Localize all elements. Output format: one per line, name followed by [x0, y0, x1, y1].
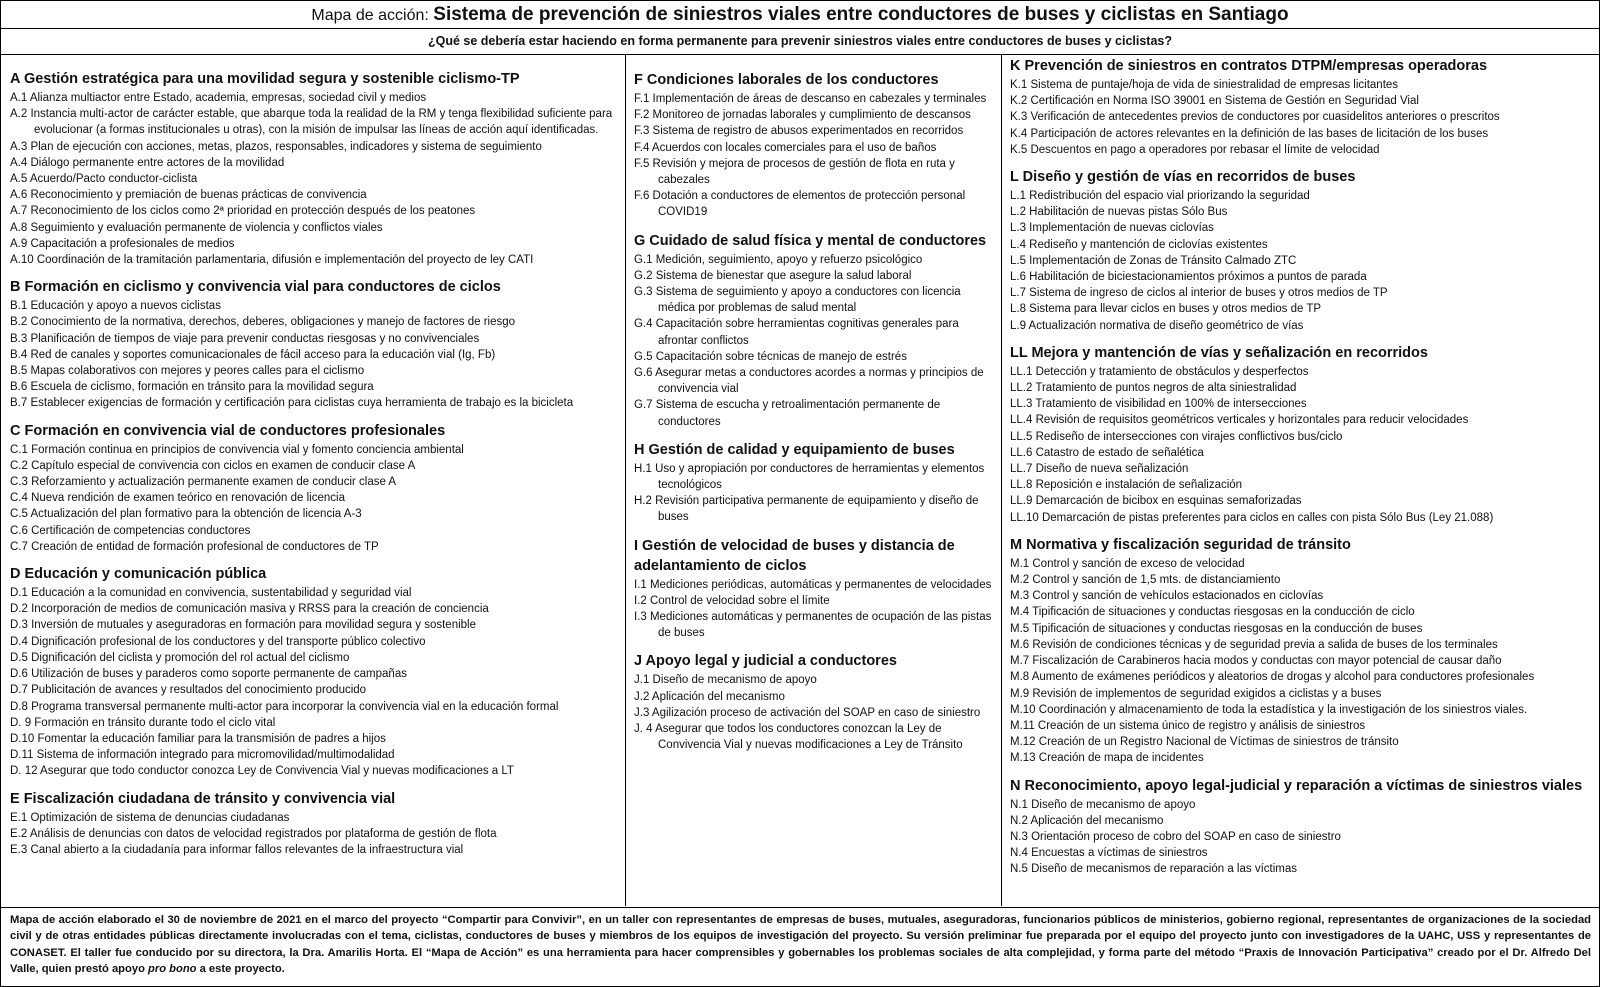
action-item: LL.6 Catastro de estado de señalética — [1010, 446, 1204, 459]
section — [1010, 536, 1593, 767]
action-item: N.5 Diseño de mecanismos de reparación a las víctimas — [1010, 863, 1297, 876]
action-item: M.7 Fiscalización de Carabineros hacia modos y conductas con mayor potencial de causar daño — [1010, 655, 1502, 668]
title-main: Sistema de prevención de siniestros viales entre conductores de buses y ciclistas en Santiago — [433, 4, 1289, 25]
section-title: F Condiciones laborales de los conductores — [634, 72, 939, 88]
action-item: G.6 Asegurar metas a conductores acordes a normas y principios de convivencia vial — [634, 367, 984, 396]
section-title: J Apoyo legal y judicial a conductores — [634, 653, 897, 670]
action-item: C.6 Certificación de competencias conductores — [10, 524, 251, 537]
action-item: C.7 Creación de entidad de formación profesional de conductores de TP — [10, 540, 379, 553]
action-item: K.1 Sistema de puntaje/hoja de vida de siniestralidad de empresas licitantes — [1010, 79, 1399, 91]
action-item: LL.2 Tratamiento de puntos negros de alta siniestralidad — [1010, 382, 1297, 395]
section — [634, 231, 995, 430]
section-title: G Cuidado de salud física y mental de conductores — [634, 232, 987, 249]
action-item: G.2 Sistema de bienestar que asegure la salud laboral — [634, 269, 912, 282]
action-item: B.1 Educación y apoyo a nuevos ciclistas — [10, 300, 221, 313]
action-item: E.3 Canal abierto a la ciudadanía para informar fallos relevantes de la infraestructura vial — [10, 843, 464, 856]
action-item: LL.5 Rediseño de intersecciones con virajes conflictivos bus/ciclo — [1010, 430, 1343, 443]
action-item: A.1 Alianza multiactor entre Estado, academia, empresas, sociedad civil y medios — [10, 92, 427, 104]
action-item: C.4 Nueva rendición de examen teórico en renovación de licencia — [10, 492, 345, 505]
action-item: C.2 Capítulo especial de convivencia con ciclos en examen de conducir clase A — [10, 459, 416, 472]
action-item: K.5 Descuentos en pago a operadores por rebasar el límite de velocidad — [1010, 143, 1380, 156]
action-item: E.1 Optimización de sistema de denuncias ciudadanas — [10, 811, 290, 824]
action-item: J.3 Agilización proceso de activación del SOAP en caso de siniestro — [634, 706, 981, 719]
action-item: LL.4 Revisión de requisitos geométricos verticales y horizontales para reducir velocidades — [1010, 414, 1469, 427]
section-title: K Prevención de siniestros en contratos DTPM/empresas operadoras — [1010, 58, 1488, 74]
section — [10, 278, 619, 411]
action-item: A.7 Reconocimiento de los ciclos como 2ª prioridad en protección después de los peatones — [10, 205, 476, 218]
action-item: B.3 Planificación de tiempos de viaje para prevenir conductas riesgosas y no convivenciales — [10, 332, 480, 345]
action-item: D.7 Publicitación de avances y resultados del conocimiento producido — [10, 684, 367, 697]
action-item: M.4 Tipificación de situaciones y conductas riesgosas en la conducción de ciclo — [1010, 606, 1415, 619]
action-item: H.1 Uso y apropiación por conductores de herramientas y elementos tecnológicos — [634, 462, 985, 492]
section — [1010, 57, 1593, 158]
action-item: B.2 Conocimiento de la normativa, derechos, deberes, obligaciones y manejo de factores de riesgo — [10, 316, 516, 329]
action-item: M.13 Creación de mapa de incidentes — [1010, 752, 1204, 765]
section — [10, 790, 619, 859]
action-item: M.1 Control y sanción de exceso de velocidad — [1010, 557, 1245, 570]
action-item: B.4 Red de canales y soportes comunicacionales de fácil acceso para la educación vial (Ig, Fb) — [10, 348, 496, 361]
action-item: L.6 Habilitación de biciestacionamientos próximos a puntos de parada — [1010, 271, 1367, 284]
action-item: N.4 Encuestas a víctimas de siniestros — [1010, 847, 1208, 860]
action-item: D.8 Programa transversal permanente multi-actor para incorporar la convivencia vial en la educación formal — [10, 700, 559, 713]
action-item: D.11 Sistema de información integrado para micromovilidad/multimodalidad — [10, 749, 395, 762]
action-item: G.7 Sistema de escucha y retroalimentación permanente de conductores — [634, 399, 941, 428]
action-item: L.7 Sistema de ingreso de ciclos al interior de buses y otros medios de TP — [1010, 287, 1388, 300]
section-title: H Gestión de calidad y equipamiento de buses — [634, 441, 955, 458]
column-right — [1002, 55, 1599, 906]
action-item: G.4 Capacitación sobre herramientas cognitivas generales para afrontar conflictos — [634, 318, 959, 347]
action-item: F.1 Implementación de áreas de descanso en cabezales y terminales — [634, 93, 987, 105]
action-item: C.3 Reforzamiento y actualización permanente examen de conducir clase A — [10, 476, 397, 489]
action-item: F.6 Dotación a conductores de elementos de protección personal COVID19 — [634, 190, 966, 219]
action-item: A.8 Seguimiento y evaluación permanente de violencia y conflictos viales — [10, 221, 383, 234]
action-item: J.1 Diseño de mecanismo de apoyo — [634, 674, 817, 687]
section-title: A Gestión estratégica para una movilidad segura y sostenible ciclismo-TP — [10, 71, 520, 87]
section-title: LL Mejora y mantención de vías y señalización en recorridos — [1010, 344, 1428, 361]
section-title: I Gestión de velocidad de buses y distancia de adelantamiento de ciclos — [634, 537, 955, 574]
column-left — [1, 55, 626, 906]
action-item: D.6 Utilización de buses y paraderos como soporte permanente de campañas — [10, 668, 407, 681]
action-item: C.5 Actualización del plan formativo para la obtención de licencia A-3 — [10, 508, 362, 521]
action-item: F.4 Acuerdos con locales comerciales para el uso de baños — [634, 141, 937, 154]
section-title: D Educación y comunicación pública — [10, 566, 267, 583]
action-item: F.2 Monitoreo de jornadas laborales y cumplimiento de descansos — [634, 109, 971, 122]
action-item: M.6 Revisión de condiciones técnicas y de seguridad previa a salida de buses de los terminales — [1010, 638, 1498, 651]
section-title: M Normativa y fiscalización seguridad de tránsito — [1010, 536, 1351, 553]
action-item: I.2 Control de velocidad sobre el límite — [634, 594, 830, 607]
action-item: M.8 Aumento de exámenes periódicos y aleatorios de drogas y alcohol para conductores profesionales — [1010, 671, 1535, 684]
action-item: J. 4 Asegurar que todos los conductores conozcan la Ley de Convivencia Vial y nuevas modificaciones a Ley de Tránsito — [634, 723, 963, 752]
section — [634, 536, 995, 642]
action-item: D.1 Educación a la comunidad en convivencia, sustentabilidad y seguridad vial — [10, 587, 412, 600]
action-item: L.2 Habilitación de nuevas pistas Sólo Bus — [1010, 206, 1228, 219]
action-item: L.9 Actualización normativa de diseño geométrico de vías — [1010, 319, 1304, 332]
action-item: D.5 Dignificación del ciclista y promoción del rol actual del ciclismo — [10, 651, 350, 664]
section-title: N Reconocimiento, apoyo legal-judicial y reparación a víctimas de siniestros viales — [1010, 777, 1583, 794]
action-item: LL.8 Reposición e instalación de señalización — [1010, 479, 1243, 492]
action-item: D.4 Dignificación profesional de los conductores y del transporte público colectivo — [10, 635, 426, 648]
section — [10, 565, 619, 779]
action-item: K.4 Participación de actores relevantes en la definición de las bases de licitación de los buses — [1010, 127, 1489, 140]
document-title — [1, 1, 1599, 29]
action-item: A.4 Diálogo permanente entre actores de la movilidad — [10, 156, 285, 169]
section — [634, 70, 995, 221]
action-item: B.6 Escuela de ciclismo, formación en tránsito para la movilidad segura — [10, 381, 374, 394]
action-item: N.1 Diseño de mecanismo de apoyo — [1010, 798, 1196, 811]
section — [634, 440, 995, 526]
action-item: D. 12 Asegurar que todo conductor conozca Ley de Convivencia Vial y nuevas modificaciones a LT — [10, 765, 514, 778]
section-title: L Diseño y gestión de vías en recorridos de buses — [1010, 169, 1356, 186]
action-item: H.2 Revisión participativa permanente de equipamiento y diseño de buses — [634, 495, 979, 524]
footer-text-part1: Mapa de acción elaborado el 30 de noviembre de 2021 en el marco del proyecto “Compartir para Convivir”, en un taller con representantes de empresas de buses, mutuales, aseguradoras, funcionarios públicos de ministerios, gobierno regional, representantes de organizaciones de la sociedad civil y de otras entidades públicas directamente involucradas con el tema, ciclistas, conductores de buses y miembros de los equipos de investigación del proyecto. Su versión preliminar fue preparada por el equipo del proyecto junto con investigadores de la UAHC, USS y representantes de CONASET. El taller fue conducido por su directora, la Dra. Amarilis Horta. El “Mapa de Acción” es una herramienta para hacer comprensibles y gobernables los problemas sociales de alta complejidad, y forma parte del método “Praxis de Innovación Participativa” creado por el Dr. Alfredo Del Valle, quien prestó apoyo — [10, 914, 1591, 976]
guiding-question: ¿Qué se debería estar haciendo en forma permanente para prevenir siniestros viales entre conductores de buses y ciclistas? — [1, 29, 1599, 55]
action-item: M.10 Coordinación y almacenamiento de toda la estadística y la investigación de los siniestros viales. — [1010, 703, 1528, 716]
action-item: G.3 Sistema de seguimiento y apoyo a conductores con licencia médica por problemas de salud mental — [634, 286, 961, 315]
action-item: D.3 Inversión de mutuales y aseguradoras en formación para movilidad segura y sostenible — [10, 619, 477, 632]
action-item: L.8 Sistema para llevar ciclos en buses y otros medios de TP — [1010, 303, 1322, 316]
action-item: A.10 Coordinación de la tramitación parlamentaria, difusión e implementación del proyecto de ley CATI — [10, 254, 534, 267]
action-item: LL.1 Detección y tratamiento de obstáculos y desperfectos — [1010, 365, 1309, 378]
action-item: I.1 Mediciones periódicas, automáticas y permanentes de velocidades — [634, 578, 992, 591]
footer-text-part2: a este proyecto. — [196, 963, 285, 976]
action-item: K.2 Certificación en Norma ISO 39001 en Sistema de Gestión en Seguridad Vial — [1010, 95, 1419, 108]
section-title: C Formación en convivencia vial de conductores profesionales — [10, 422, 446, 439]
footer-note — [1, 907, 1599, 986]
action-item: LL.7 Diseño de nueva señalización — [1010, 463, 1189, 476]
column-middle — [627, 55, 1002, 906]
action-item: I.3 Mediciones automáticas y permanentes de ocupación de las pistas de buses — [634, 611, 992, 640]
action-item: A.6 Reconocimiento y premiación de buenas prácticas de convivencia — [10, 189, 367, 202]
action-item: B.5 Mapas colaborativos con mejores y peores calles para el ciclismo — [10, 365, 365, 378]
action-item: J.2 Aplicación del mecanismo — [634, 690, 785, 703]
footer-text-italic: pro bono — [148, 963, 197, 976]
action-item: LL.10 Demarcación de pistas preferentes para ciclos en calles con pista Sólo Bus (Ley 21.088) — [1010, 511, 1494, 524]
action-item: C.1 Formación continua en principios de convivencia vial y fomento conciencia ambiental — [10, 443, 464, 456]
action-item: M.2 Control y sanción de 1,5 mts. de distanciamiento — [1010, 574, 1281, 587]
action-item: F.3 Sistema de registro de abusos experimentados en recorridos — [634, 125, 964, 138]
action-item: LL.3 Tratamiento de visibilidad en 100% de intersecciones — [1010, 398, 1307, 411]
section — [1010, 344, 1593, 526]
action-item: N.3 Orientación proceso de cobro del SOAP en caso de siniestro — [1010, 830, 1341, 843]
section — [10, 422, 619, 555]
section — [634, 651, 995, 753]
title-prefix: Mapa de acción: — [311, 7, 434, 24]
section-title: E Fiscalización ciudadana de tránsito y convivencia vial — [10, 790, 396, 807]
action-item: D.2 Incorporación de medios de comunicación masiva y RRSS para la creación de conciencia — [10, 603, 489, 616]
action-item: A.5 Acuerdo/Pacto conductor-ciclista — [10, 173, 198, 186]
section-title: B Formación en ciclismo y convivencia vial para conductores de ciclos — [10, 279, 501, 296]
action-item: D. 9 Formación en tránsito durante todo el ciclo vital — [10, 716, 276, 729]
action-item: G.5 Capacitación sobre técnicas de manejo de estrés — [634, 350, 907, 363]
action-item: M.11 Creación de un sistema único de registro y análisis de siniestros — [1010, 719, 1366, 732]
action-item: L.5 Implementación de Zonas de Tránsito Calmado ZTC — [1010, 254, 1297, 267]
section — [1010, 168, 1593, 334]
action-item: F.5 Revisión y mejora de procesos de gestión de flota en ruta y cabezales — [634, 157, 955, 187]
action-item: N.2 Aplicación del mecanismo — [1010, 814, 1164, 827]
action-item: G.1 Medición, seguimiento, apoyo y refuerzo psicológico — [634, 253, 923, 266]
section — [1010, 777, 1593, 878]
action-item: A.3 Plan de ejecución con acciones, metas, plazos, responsables, indicadores y sistema de seguimiento — [10, 140, 542, 153]
action-item: K.3 Verificación de antecedentes previos de conductores por cuasidelitos anteriores o prescritos — [1010, 111, 1500, 124]
action-item: LL.9 Demarcación de bicibox en esquinas semaforizadas — [1010, 495, 1302, 508]
action-item: M.3 Control y sanción de vehículos estacionados en ciclovías — [1010, 590, 1324, 603]
action-item: L.4 Rediseño y mantención de ciclovías existentes — [1010, 238, 1268, 251]
action-item: M.9 Revisión de implementos de seguridad exigidos a ciclistas y a buses — [1010, 687, 1382, 700]
action-item: D.10 Fomentar la educación familiar para la transmisión de padres a hijos — [10, 732, 386, 745]
section — [10, 70, 619, 268]
action-item: M.12 Creación de un Registro Nacional de Víctimas de siniestros de tránsito — [1010, 736, 1399, 749]
action-item: M.5 Tipificación de situaciones y conductas riesgosas en la conducción de buses — [1010, 622, 1423, 635]
action-item: B.7 Establecer exigencias de formación y certificación para ciclistas cuya herramienta de trabajo es la bicicleta — [10, 397, 574, 410]
action-item: A.9 Capacitación a profesionales de medios — [10, 237, 235, 250]
action-item: L.3 Implementación de nuevas ciclovías — [1010, 222, 1214, 235]
action-item: L.1 Redistribución del espacio vial priorizando la seguridad — [1010, 190, 1310, 203]
action-item: A.2 Instancia multi-actor de carácter estable, que abarque toda la realidad de la RM y tenga flexibilidad suficiente para evolucionar (a formas institucionales u otras), con la misión de impulsar las líneas de acción aquí identificadas. — [10, 108, 613, 137]
action-item: E.2 Análisis de denuncias con datos de velocidad registrados por plataforma de gestión de flota — [10, 827, 497, 840]
